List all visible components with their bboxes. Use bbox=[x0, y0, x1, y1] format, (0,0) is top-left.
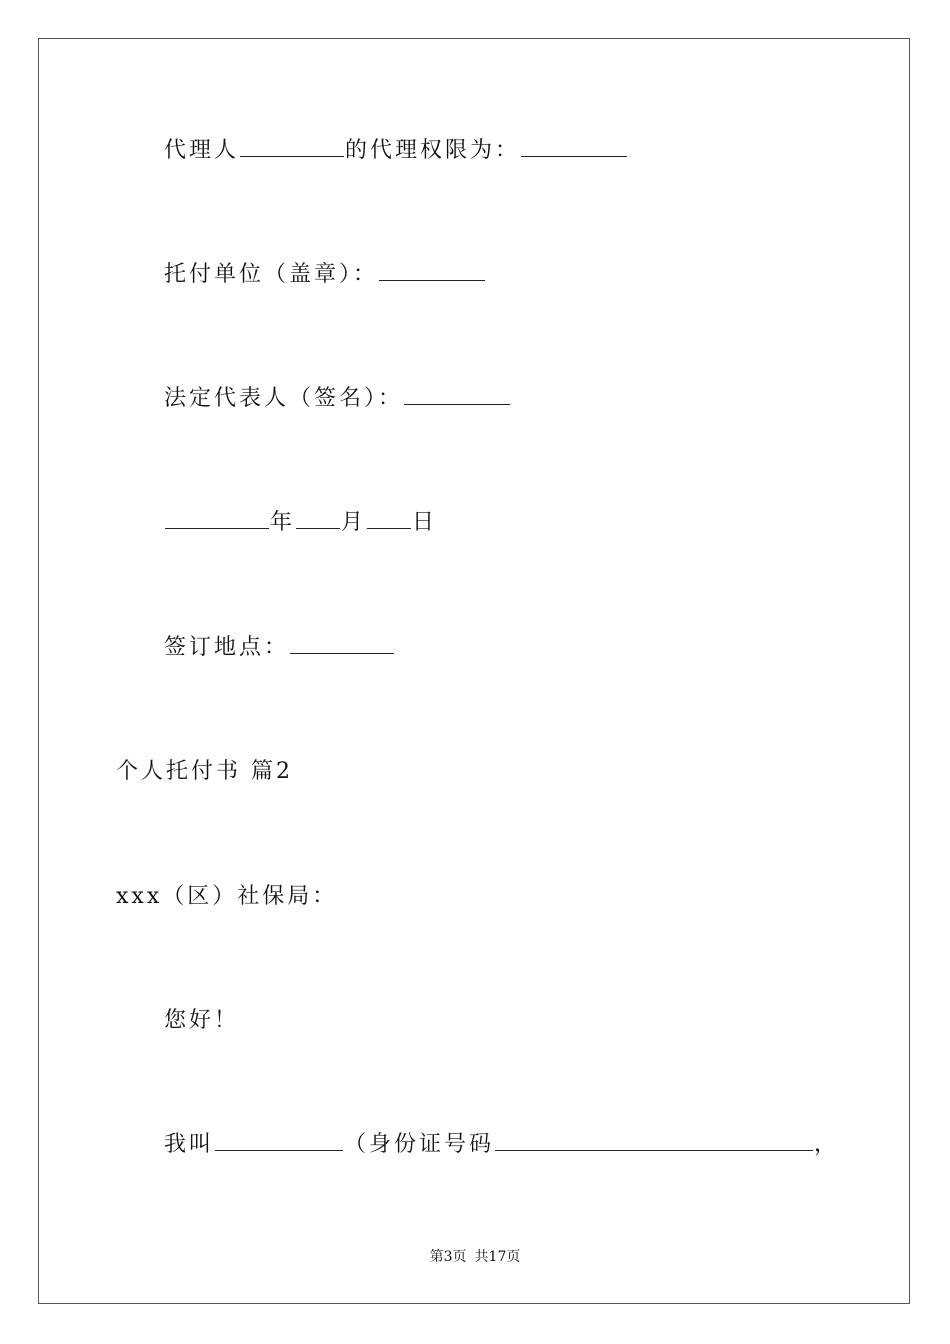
year-blank bbox=[165, 508, 269, 529]
month-blank bbox=[296, 508, 340, 529]
agent-scope-label: 的代理权限为： bbox=[345, 138, 521, 163]
agent-scope-blank bbox=[521, 136, 627, 157]
intro-line bbox=[164, 1130, 839, 1160]
legal-rep-label: 法定代表人（签名）： bbox=[164, 386, 404, 411]
name-blank bbox=[215, 1130, 343, 1151]
day-label: 日 bbox=[412, 510, 438, 535]
page-footer bbox=[0, 1247, 950, 1267]
section-heading-text: 个人托付书 篇2 bbox=[116, 759, 293, 784]
agent-scope-line bbox=[164, 136, 628, 166]
intro-label: 我叫 bbox=[164, 1132, 215, 1157]
greeting-text: 您好！ bbox=[164, 1008, 240, 1033]
year-label: 年 bbox=[270, 510, 296, 535]
entrusting-unit-line bbox=[164, 260, 486, 290]
section-heading bbox=[116, 757, 293, 787]
page-total: 共17页 bbox=[474, 1249, 521, 1265]
id-number-label: （身份证号码 bbox=[344, 1132, 495, 1157]
sign-place-line bbox=[164, 633, 395, 663]
agent-name-blank bbox=[240, 136, 344, 157]
page-number: 第3页 bbox=[429, 1249, 467, 1265]
day-blank bbox=[367, 508, 411, 529]
addressee-text: xxx（区）社保局： bbox=[116, 884, 338, 909]
entrusting-unit-label: 托付单位（盖章）： bbox=[164, 262, 379, 287]
id-number-blank bbox=[495, 1130, 813, 1151]
entrusting-unit-blank bbox=[379, 260, 485, 281]
legal-rep-blank bbox=[404, 384, 510, 405]
greeting-line bbox=[164, 1006, 239, 1036]
addressee-line bbox=[116, 882, 337, 912]
sign-place-blank bbox=[290, 633, 394, 654]
page-border bbox=[38, 38, 910, 1304]
date-line bbox=[164, 508, 437, 538]
legal-rep-line bbox=[164, 384, 511, 414]
sign-place-label: 签订地点： bbox=[164, 635, 290, 660]
month-label: 月 bbox=[341, 510, 367, 535]
intro-comma: ， bbox=[814, 1132, 840, 1157]
agent-label: 代理人 bbox=[164, 138, 240, 163]
